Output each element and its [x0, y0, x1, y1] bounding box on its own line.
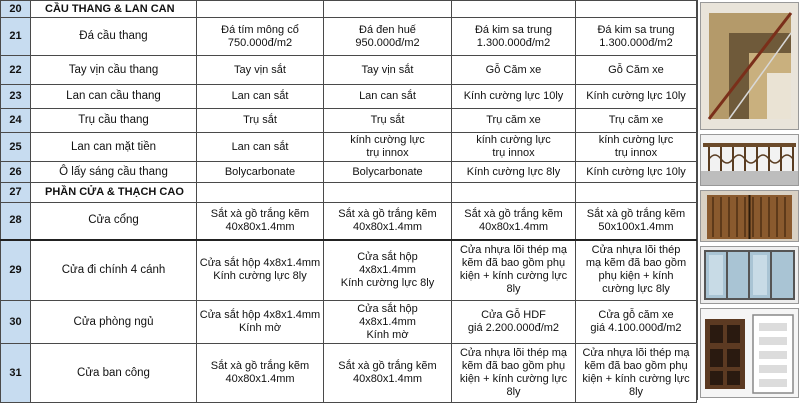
- sliding-door-photo: [700, 246, 799, 304]
- option-4-cell: Kính cường lực 10ly: [576, 85, 697, 109]
- row-number: 22: [1, 56, 31, 85]
- empty-cell: [197, 183, 324, 203]
- item-name: Cửa đi chính 4 cánh: [31, 240, 197, 301]
- option-3-cell: Sắt xà gồ trắng kẽm 40x80x1.4mm: [452, 203, 576, 240]
- option-4-cell: Trụ căm xe: [576, 109, 697, 133]
- door-panels-photo: [700, 308, 799, 398]
- option-2-cell: Cửa sắt hộp 4x8x1.4mm Kính cường lực 8ly: [324, 240, 452, 301]
- option-3-cell: Kính cường lực 8ly: [452, 162, 576, 183]
- row-number: 24: [1, 109, 31, 133]
- table-row: [1, 133, 697, 162]
- option-2-cell: Lan can sắt: [324, 85, 452, 109]
- option-1-cell: Sắt xà gồ trắng kẽm 40x80x1.4mm: [197, 203, 324, 240]
- option-3-cell: Gỗ Căm xe: [452, 56, 576, 85]
- item-name: Lan can mặt tiền: [31, 133, 197, 162]
- option-4-cell: Cửa nhựa lõi thép mạ kẽm đã bao gồm phụ kiện + kính cường lực 8ly: [576, 344, 697, 403]
- option-4-cell: kính cường lực trụ innox: [576, 133, 697, 162]
- empty-cell: [576, 183, 697, 203]
- option-1-cell: Sắt xà gồ trắng kẽm 40x80x1.4mm: [197, 344, 324, 403]
- item-name: Lan can cầu thang: [31, 85, 197, 109]
- row-number: 31: [1, 344, 31, 403]
- empty-cell: [197, 1, 324, 18]
- empty-cell: [452, 183, 576, 203]
- row-number: 29: [1, 240, 31, 301]
- option-3-cell: Cửa Gỗ HDF giá 2.200.000đ/m2: [452, 301, 576, 344]
- option-4-cell: Cửa gỗ căm xe giá 4.100.000đ/m2: [576, 301, 697, 344]
- section-row: [1, 1, 697, 18]
- option-2-cell: Sắt xà gồ trắng kẽm 40x80x1.4mm: [324, 203, 452, 240]
- empty-cell: [576, 1, 697, 18]
- item-name: Cửa phòng ngủ: [31, 301, 197, 344]
- table-row: [1, 56, 697, 85]
- option-2-cell: Cửa sắt hộp 4x8x1.4mm Kính mờ: [324, 301, 452, 344]
- option-1-cell: Đá tím mông cổ 750.000đ/m2: [197, 18, 324, 56]
- row-number: 26: [1, 162, 31, 183]
- table-row: [1, 203, 697, 240]
- item-name: Trụ cầu thang: [31, 109, 197, 133]
- option-1-cell: Lan can sắt: [197, 85, 324, 109]
- option-3-cell: Kính cường lực 10ly: [452, 85, 576, 109]
- option-1-cell: Trụ sắt: [197, 109, 324, 133]
- row-number: 28: [1, 203, 31, 240]
- option-2-cell: Sắt xà gồ trắng kẽm 40x80x1.4mm: [324, 344, 452, 403]
- photo-column: [697, 0, 800, 400]
- table-row: [1, 301, 697, 344]
- row-number: 27: [1, 183, 31, 203]
- section-title: PHẦN CỬA & THẠCH CAO: [31, 183, 197, 203]
- section-title: CẦU THANG & LAN CAN: [31, 1, 197, 18]
- option-3-cell: Trụ căm xe: [452, 109, 576, 133]
- option-1-cell: Cửa sắt hộp 4x8x1.4mm Kính cường lực 8ly: [197, 240, 324, 301]
- item-name: Cửa ban công: [31, 344, 197, 403]
- item-name: Cửa cổng: [31, 203, 197, 240]
- row-number: 21: [1, 18, 31, 56]
- option-4-cell: Cửa nhựa lõi thép mạ kẽm đã bao gồm phụ kiện + kính cường lực 8ly: [576, 240, 697, 301]
- row-number: 23: [1, 85, 31, 109]
- item-name: Đá cầu thang: [31, 18, 197, 56]
- row-number: 25: [1, 133, 31, 162]
- option-4-cell: Sắt xà gồ trắng kẽm 50x100x1.4mm: [576, 203, 697, 240]
- table-row: [1, 109, 697, 133]
- option-3-cell: Cửa nhựa lõi thép mạ kẽm đã bao gồm phụ kiện + kính cường lực 8ly: [452, 344, 576, 403]
- option-2-cell: kính cường lực trụ innox: [324, 133, 452, 162]
- option-4-cell: Gỗ Căm xe: [576, 56, 697, 85]
- option-3-cell: Cửa nhựa lõi thép mạ kẽm đã bao gồm phụ kiện + kính cường lực 8ly: [452, 240, 576, 301]
- section-row: [1, 183, 697, 203]
- item-name: Tay vịn cầu thang: [31, 56, 197, 85]
- table-row: [1, 18, 697, 56]
- gate-photo: [700, 190, 799, 242]
- option-2-cell: Bolycarbonate: [324, 162, 452, 183]
- option-1-cell: Lan can sắt: [197, 133, 324, 162]
- table-row: [1, 344, 697, 403]
- table-row: [1, 240, 697, 301]
- option-2-cell: Đá đen huế 950.000đ/m2: [324, 18, 452, 56]
- row-number: 30: [1, 301, 31, 344]
- railing-photo: [700, 134, 799, 186]
- table-row: [1, 162, 697, 183]
- option-1-cell: Tay vịn sắt: [197, 56, 324, 85]
- option-3-cell: kính cường lực trụ innox: [452, 133, 576, 162]
- option-1-cell: Bolycarbonate: [197, 162, 324, 183]
- option-4-cell: Kính cường lực 10ly: [576, 162, 697, 183]
- option-1-cell: Cửa sắt hộp 4x8x1.4mm Kính mờ: [197, 301, 324, 344]
- option-4-cell: Đá kim sa trung 1.300.000đ/m2: [576, 18, 697, 56]
- item-name: Ô lấy sáng cầu thang: [31, 162, 197, 183]
- option-3-cell: Đá kim sa trung 1.300.000đ/m2: [452, 18, 576, 56]
- option-2-cell: Tay vịn sắt: [324, 56, 452, 85]
- table-row: [1, 85, 697, 109]
- row-number: 20: [1, 1, 31, 18]
- option-2-cell: Trụ sắt: [324, 109, 452, 133]
- staircase-photo: [700, 2, 799, 130]
- empty-cell: [452, 1, 576, 18]
- empty-cell: [324, 183, 452, 203]
- empty-cell: [324, 1, 452, 18]
